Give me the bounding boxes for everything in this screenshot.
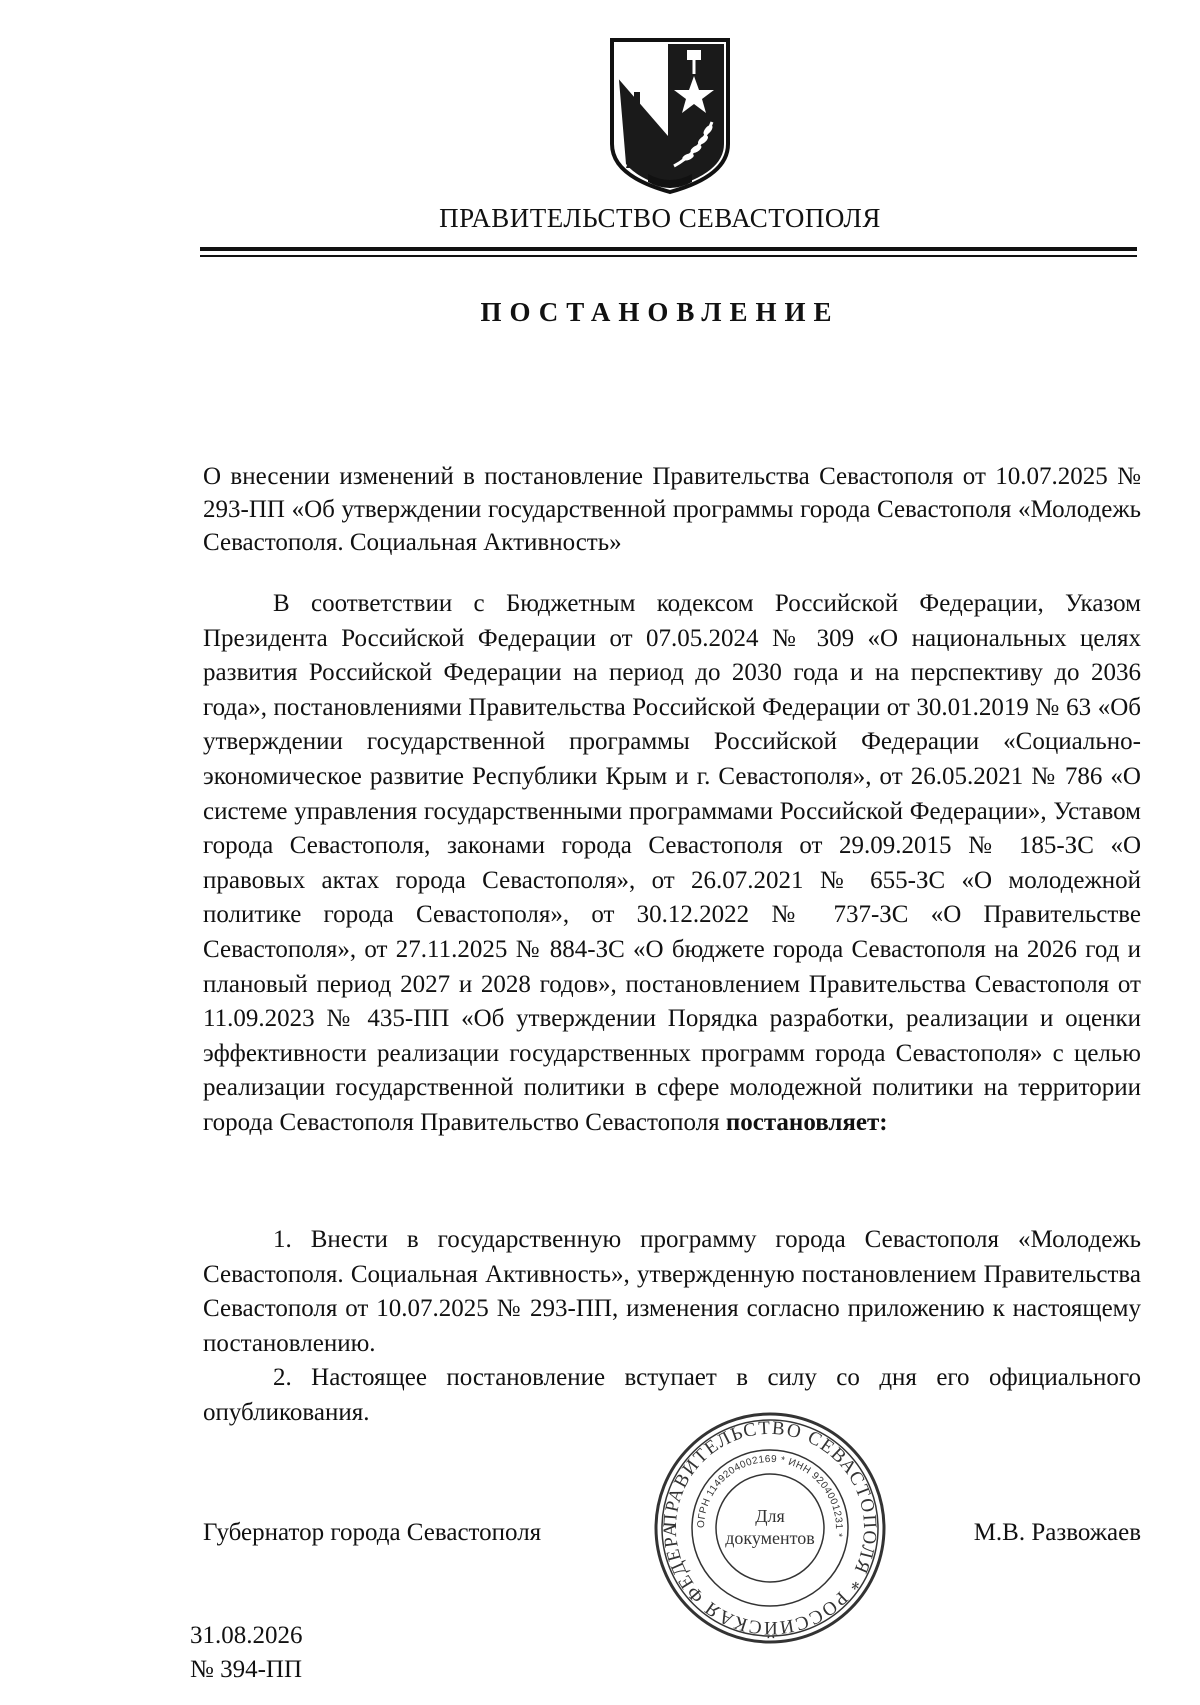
clauses-list <box>203 1223 1141 1431</box>
preamble-paragraph <box>203 587 1141 1141</box>
seal-center-line-2: документов <box>725 1528 815 1548</box>
signatory-name: М.В. Развожаев <box>973 1519 1141 1546</box>
signatory-title: Губернатор города Севастополя <box>203 1519 542 1546</box>
document-type-title: ПОСТАНОВЛЕНИЕ <box>480 297 840 327</box>
document-number: № 394-ПП <box>190 1656 303 1683</box>
seal-center-line-1: Для <box>755 1506 785 1526</box>
header-rule-thin <box>200 255 1137 257</box>
seal-outer-text: ПРАВИТЕЛЬСТВО СЕВАСТОПОЛЯ * РОССИЙСКАЯ ФЕДЕРА <box>659 1417 881 1639</box>
document-date: 31.08.2026 <box>190 1622 303 1649</box>
header-rule-thick <box>200 247 1137 251</box>
document-subject: О внесении изменений в постановление Правительства Севастополя от 10.07.2025 № 293-ПП «Об утверждении государственной программы города Севастополя «Молодежь Севастополя. Социальная Активность» <box>203 463 1141 556</box>
clause-item: 1. Внести в государственную программу города Севастополя «Молодежь Севастополя. Социальная Активность», утвержденную постановлением Правительства Севастополя от 10.07.2025 № 293-ПП, изменения согласно приложению к настоящему постановлению. <box>203 1226 1141 1357</box>
preamble-text: В соответствии с Бюджетным кодексом Российской Федерации, Указом Президента Российской Федерации от 07.05.2024 № 309 «О национальных целях развития Российской Федерации на период до 2030 года и на перспективу до 2036 года», постановлениями Правительства Российской Федерации от 30.01.2019 № 63 «Об утверждении государственной программы Российской Федерации «Социально-экономическое развитие Республики Крым и г. Севастополя», от 26.05.2021 № 786 «О системе управления государственными программами Российской Федерации», Уставом города Севастополя, законами города Севастополя от 29.09.2015 № 185-ЗС «О правовых актах города Севастополя», от 26.07.2021 № 655-ЗС «О молодежной политике города Севастополя», от 30.12.2022 № 737-ЗС «О Правительстве Севастополя», от 27.11.2025 № 884-ЗС «О бюджете города Севастополя на 2026 год и плановый период 2027 и 2028 годов», постановлением Правительства Севастополя от 11.09.2023 № 435-ПП «Об утверждении Порядка разработки, реализации и оценки эффективности реализации государственных программ города Севастополя» с целью реализации государственной политики в сфере молодежной политики на территории города Севастополя Правительство Севастополя <box>203 590 1141 1136</box>
organization-name: ПРАВИТЕЛЬСТВО СЕВАСТОПОЛЯ <box>439 203 881 233</box>
seal-inner-text: ОГРН 1149204002169 * ИНН 9204001231 * <box>695 1453 845 1538</box>
decree-word: постановляет: <box>725 1108 888 1136</box>
clause-item: 2. Настоящее постановление вступает в силу со дня его официального опубликования. <box>203 1364 1141 1426</box>
official-seal-stamp <box>650 1408 890 1648</box>
sevastopol-coat-of-arms-icon <box>608 36 732 196</box>
